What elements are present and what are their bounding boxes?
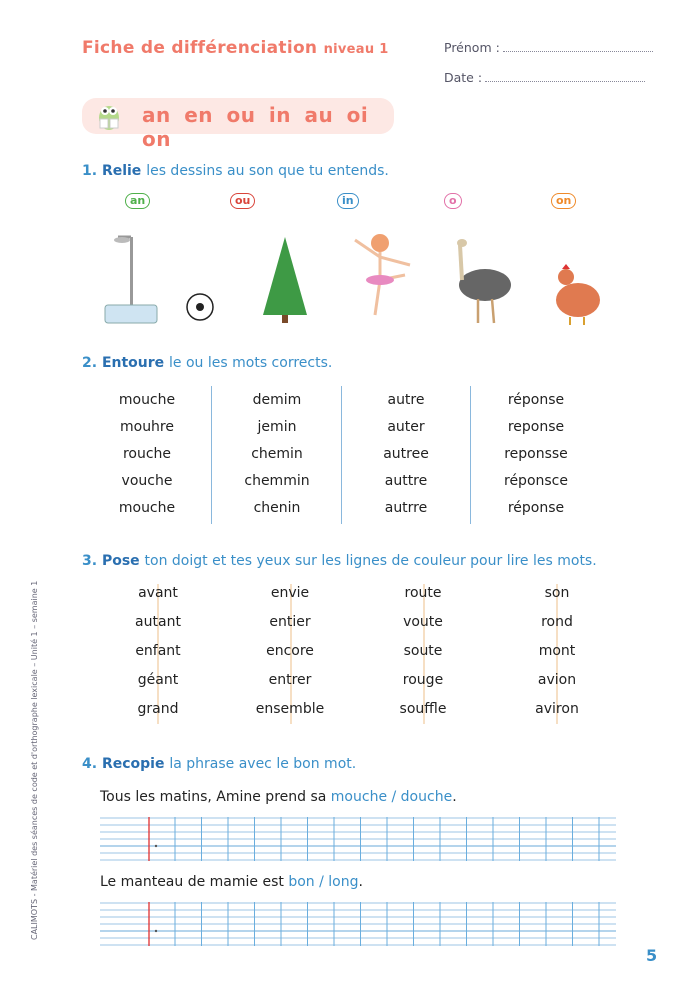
shower-illustration — [105, 237, 157, 323]
word: rouge — [402, 672, 444, 688]
dancer-illustration — [355, 234, 410, 315]
word: entrer — [268, 672, 312, 688]
word[interactable]: mouche — [118, 500, 176, 516]
word[interactable]: réponsce — [504, 473, 568, 489]
word[interactable]: autrre — [384, 500, 428, 516]
word: rond — [541, 614, 573, 630]
section-2-heading: 2. Entoure le ou les mots corrects. — [82, 355, 333, 371]
word: souffle — [399, 701, 447, 717]
column-divider — [211, 386, 212, 524]
fir-tree-illustration — [263, 237, 307, 323]
sound-bubble-ou[interactable]: ou — [230, 193, 255, 209]
word[interactable]: reponse — [507, 419, 565, 435]
sentence-2: Le manteau de mamie est bon / long. — [100, 874, 363, 890]
sounds-banner — [82, 98, 394, 151]
word[interactable]: rouche — [122, 446, 172, 462]
sound-bubble-o[interactable]: o — [444, 193, 462, 209]
word[interactable]: réponse — [507, 500, 565, 516]
word: enfant — [135, 643, 181, 659]
page-number: 5 — [646, 946, 658, 965]
sound-bubble-on[interactable]: on — [551, 193, 576, 209]
date-label: Date : — [444, 70, 483, 85]
word: aviron — [535, 701, 579, 717]
hen-illustration — [556, 264, 600, 325]
word[interactable]: vouche — [121, 473, 173, 489]
word: géant — [137, 672, 179, 688]
word[interactable]: réponse — [507, 392, 565, 408]
section-3-heading: 3. Pose ton doigt et tes yeux sur les lignes de couleur pour lire les mots. — [82, 553, 597, 569]
writing-lines-2[interactable] — [100, 902, 616, 946]
word: envie — [270, 585, 310, 601]
word: grand — [137, 701, 179, 717]
word: entier — [269, 614, 311, 630]
word: avion — [537, 672, 577, 688]
sounds-list: an en ou in au oi on — [142, 103, 369, 151]
word: ensemble — [255, 701, 325, 717]
word[interactable]: chemmin — [244, 473, 310, 489]
sentence-1: Tous les matins, Amine prend sa mouche / douche. — [100, 789, 457, 805]
firstname-label: Prénom : — [444, 40, 500, 55]
word[interactable]: chemin — [251, 446, 303, 462]
word: encore — [266, 643, 314, 659]
firstname-field[interactable] — [444, 40, 653, 55]
word-choice: bon / long — [288, 874, 359, 890]
word: son — [544, 585, 570, 601]
word[interactable]: jemin — [257, 419, 297, 435]
word[interactable]: mouche — [118, 392, 176, 408]
ostrich-illustration — [457, 239, 511, 323]
word: autant — [135, 614, 181, 630]
section-4-heading: 4. Recopie la phrase avec le bon mot. — [82, 756, 357, 772]
word[interactable]: autre — [387, 392, 425, 408]
word[interactable]: mouhre — [119, 419, 174, 435]
level-label: niveau 1 — [323, 42, 389, 57]
section-1-heading: 1. Relie les dessins au son que tu entends. — [82, 163, 389, 179]
word: voute — [403, 614, 443, 630]
word[interactable]: auter — [387, 419, 425, 435]
word[interactable]: demim — [252, 392, 302, 408]
worksheet-title — [82, 38, 389, 58]
writing-lines-1[interactable] — [100, 817, 616, 861]
date-field[interactable] — [444, 70, 645, 85]
word: route — [404, 585, 442, 601]
owl-icon — [96, 101, 122, 131]
side-credit: CALIMOTS - Matériel des séances de code et d'orthographe lexicale – Unité 1 – semaine 1 — [30, 580, 39, 940]
word-choice: mouche / douche — [330, 789, 453, 805]
word[interactable]: reponsse — [504, 446, 568, 462]
ball-illustration — [187, 294, 213, 320]
word: avant — [138, 585, 178, 601]
word[interactable]: autree — [383, 446, 429, 462]
illustrations — [100, 225, 620, 335]
title-text: Fiche de différenciation — [82, 38, 318, 58]
word[interactable]: chenin — [253, 500, 301, 516]
word: mont — [538, 643, 576, 659]
sound-bubble-an[interactable]: an — [125, 193, 150, 209]
sound-bubble-in[interactable]: in — [337, 193, 359, 209]
word: soute — [403, 643, 443, 659]
word[interactable]: auttre — [384, 473, 428, 489]
column-divider — [341, 386, 342, 524]
column-divider — [470, 386, 471, 524]
